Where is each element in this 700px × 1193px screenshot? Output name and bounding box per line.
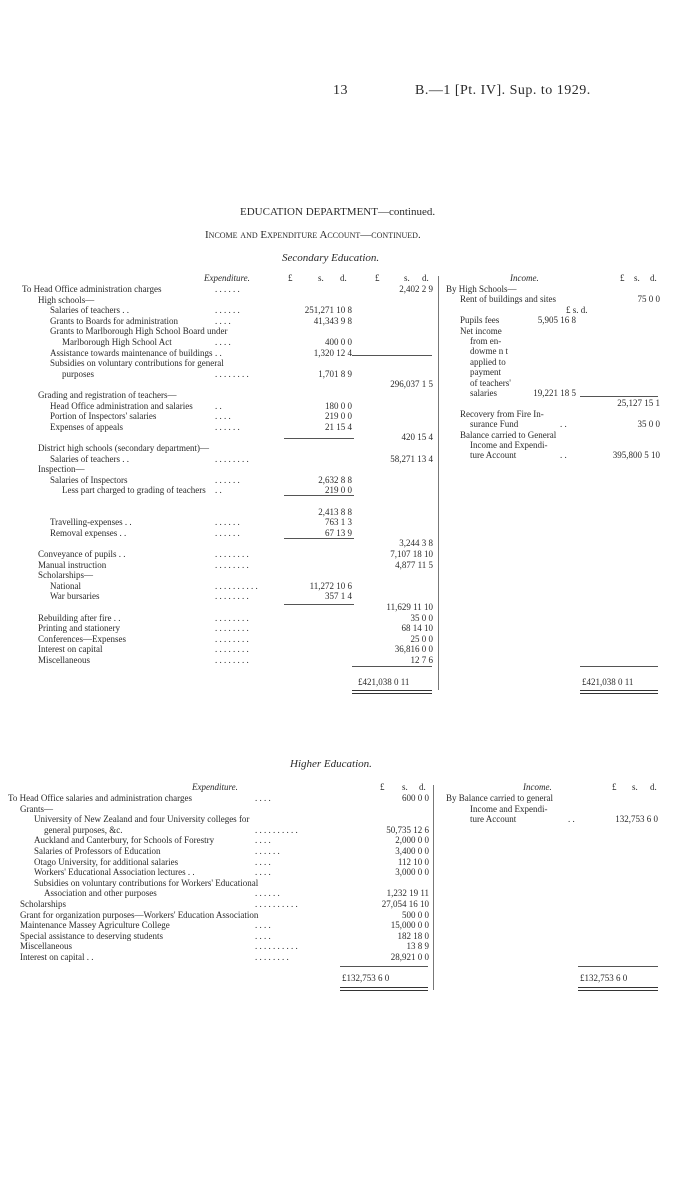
ledger-amount-total: 4,877 11 5 xyxy=(395,559,433,570)
ledger-amount-total: 27,054 16 10 xyxy=(381,899,429,909)
ledger-line-label: Grants— xyxy=(20,803,53,814)
ledger-line-label: Income and Expendi- xyxy=(470,440,548,450)
ledger-line-label: National xyxy=(50,580,81,591)
ledger-line-label: Marlborough High School Act xyxy=(62,337,172,347)
ledger-line-label: Scholarships— xyxy=(38,570,93,581)
ledger-amount-inner: 5,905 16 8 xyxy=(537,315,576,326)
ledger-amount-total: 500 0 0 xyxy=(402,909,429,920)
ledger-line-label: dowme n t xyxy=(470,346,508,357)
department-title: EDUCATION DEPARTMENT—continued. xyxy=(240,206,436,218)
ledger-line-label: general purposes, &c. xyxy=(44,824,123,835)
ledger-leader-dots: . . . . xyxy=(255,835,271,846)
ledger-line-label: Head Office administration and salaries xyxy=(50,400,193,411)
ledger-leader-dots: . . . . . . xyxy=(215,284,240,294)
secondary-inc-pound: £ xyxy=(620,273,625,283)
ledger-amount-inner: 1,701 8 9 xyxy=(318,368,352,379)
higher-income-total: £132,753 6 0 xyxy=(580,973,628,983)
ledger-line-label: Recovery from Fire In- xyxy=(460,408,544,419)
ledger-line-label: from en- xyxy=(470,336,502,346)
ledger-line-label: Subsidies on voluntary contributions for general xyxy=(50,358,224,369)
ledger-line-label: Maintenance Massey Agriculture College xyxy=(20,920,170,931)
ledger-line-label: Manual instruction xyxy=(38,559,107,570)
ledger-leader-dots: . . xyxy=(215,400,222,411)
ledger-amount-total: 13 8 9 xyxy=(406,941,429,952)
ledger-leader-dots: . . . . . . . . xyxy=(215,549,249,559)
ledger-amount-inner: 19,221 18 5 xyxy=(533,388,576,398)
ledger-amount-total: 2,000 0 0 xyxy=(395,835,429,846)
ledger-amount-total: 58,271 13 4 xyxy=(390,453,433,464)
ledger-amount-inner: 67 13 9 xyxy=(325,527,352,538)
secondary-expenditure-heading: Expenditure. xyxy=(204,273,250,283)
higher-inc-s: s. xyxy=(632,782,638,792)
ledger-line-label: ture Account xyxy=(470,814,517,825)
higher-exp-s: s. xyxy=(402,782,408,792)
ledger-line-label: Pupils fees xyxy=(460,315,500,326)
ledger-amount-total: 112 10 0 xyxy=(397,856,429,867)
ledger-amount-total: 1,232 19 11 xyxy=(386,888,429,899)
ledger-line-label: Scholarships xyxy=(20,899,66,909)
ledger-leader-dots: . . . . . . . . xyxy=(215,644,249,655)
ledger-amount-total: 75 0 0 xyxy=(637,294,660,305)
secondary-expenditure-total: £421,038 0 11 xyxy=(358,677,410,687)
ledger-leader-dots: . . . . xyxy=(255,867,271,878)
ledger-amount-inner: 1,320 12 4 xyxy=(313,347,352,358)
ledger-amount-total: 35 0 0 xyxy=(637,419,660,430)
ledger-line-label: Assistance towards maintenance of buildings xyxy=(50,347,213,358)
higher-inc-d: d. xyxy=(650,782,657,792)
ledger-leader-dots: . . xyxy=(560,419,567,430)
ledger-line-label: £ s. d. xyxy=(566,304,588,315)
ledger-line-label: To Head Office salaries and administration charges xyxy=(8,793,192,803)
ledger-amount-inner: 41,343 9 8 xyxy=(313,315,352,326)
ledger-leader-dots: . . . . . . . . xyxy=(215,633,249,644)
ledger-line-label: War bursaries xyxy=(50,591,100,602)
page-reference: B.—1 [Pt. IV]. Sup. to 1929. xyxy=(415,83,591,98)
ledger-leader-dots: . . . . . . . . xyxy=(215,559,249,570)
ledger-leader-dots: . . xyxy=(560,450,567,461)
ledger-leader-dots: . . . . xyxy=(215,337,231,347)
higher-exp-pound: £ xyxy=(380,782,385,792)
ledger-line-label: Grant for organization purposes—Workers' Education Association xyxy=(20,909,259,920)
ledger-leader-dots: . . . . . . xyxy=(215,421,240,432)
ledger-line-label: Workers' Educational Association lectures . . xyxy=(34,867,195,878)
ledger-leader-dots: . . . . xyxy=(255,856,271,867)
ledger-amount-total: 50,735 12 6 xyxy=(386,824,429,835)
ledger-amount-inner: 2,632 8 8 xyxy=(318,474,352,485)
secondary-section-title: Secondary Education. xyxy=(282,252,380,264)
ledger-line-label: Miscellaneous xyxy=(20,941,72,952)
ledger-amount-inner: 219 0 0 xyxy=(325,411,352,422)
ledger-line-label: To Head Office administration charges xyxy=(22,284,162,294)
ledger-amount-inner: 251,271 10 8 xyxy=(304,305,352,316)
ledger-leader-dots: . . xyxy=(568,814,575,825)
secondary-exp-c1-s: s. xyxy=(318,273,324,283)
secondary-exp-c2-d: d. xyxy=(422,273,429,283)
ledger-line-label: Conferences—Expenses xyxy=(38,633,126,644)
ledger-amount-total: 68 14 10 xyxy=(401,623,433,634)
higher-inc-pound: £ xyxy=(612,782,617,792)
ledger-amount-inner: 2,413 8 8 xyxy=(318,506,352,517)
ledger-line-label: District high schools (secondary department)— xyxy=(38,443,209,453)
account-title: Income and Expenditure Account—continued. xyxy=(205,229,421,241)
ledger-leader-dots: . . xyxy=(215,347,222,358)
ledger-line-label: Salaries of Inspectors xyxy=(50,474,128,485)
ledger-leader-dots: . . . . . . . . . . xyxy=(215,580,258,591)
ledger-line-label: surance Fund xyxy=(470,419,519,430)
ledger-line-label: Interest on capital . . xyxy=(20,952,94,962)
ledger-amount-total: 600 0 0 xyxy=(402,793,429,803)
ledger-line-label: University of New Zealand and four University colleges for xyxy=(34,814,250,825)
ledger-line-label: Interest on capital xyxy=(38,644,103,655)
higher-exp-d: d. xyxy=(419,782,426,792)
ledger-line-label: High schools— xyxy=(38,294,95,305)
ledger-leader-dots: . . . . xyxy=(215,411,231,422)
ledger-amount-total: 132,753 6 0 xyxy=(615,814,658,825)
ledger-amount-total: 182 18 0 xyxy=(397,930,429,941)
ledger-leader-dots: . . . . . . . . xyxy=(255,952,289,962)
ledger-amount-total: 25 0 0 xyxy=(410,633,433,644)
ledger-line-label: Expenses of appeals xyxy=(50,421,123,432)
ledger-leader-dots: . . . . . . . . xyxy=(215,655,249,665)
ledger-amount-total: 2,402 2 9 xyxy=(399,284,433,294)
ledger-line-label: salaries xyxy=(470,388,497,398)
ledger-line-label: of teachers' xyxy=(470,377,511,388)
ledger-leader-dots: . . . . xyxy=(215,315,231,326)
ledger-amount-total: 296,037 1 5 xyxy=(390,379,433,390)
ledger-line-label: Printing and stationery xyxy=(38,623,120,634)
ledger-leader-dots: . . . . . . . . . . xyxy=(255,899,298,909)
ledger-leader-dots: . . . . . . . . xyxy=(215,612,249,623)
ledger-leader-dots: . . . . . . xyxy=(215,474,240,485)
ledger-amount-inner: 21 15 4 xyxy=(325,421,352,432)
ledger-line-label: Less part charged to grading of teachers xyxy=(62,485,206,496)
higher-expenditure-total: £132,753 6 0 xyxy=(342,973,390,983)
ledger-line-label: Travelling-expenses . . xyxy=(50,517,132,528)
ledger-line-label: Inspection— xyxy=(38,464,85,475)
ledger-line-label: Grants to Marlborough High School Board under xyxy=(50,326,228,337)
ledger-line-label: Net income xyxy=(460,325,502,336)
ledger-line-label: Otago University, for additional salaries xyxy=(34,856,179,867)
higher-expenditure-heading: Expenditure. xyxy=(192,782,238,792)
secondary-income-total: £421,038 0 11 xyxy=(582,677,634,687)
ledger-leader-dots: . . . . . . xyxy=(255,846,280,856)
ledger-leader-dots: . . . . . . xyxy=(255,888,280,899)
secondary-exp-c1-d: d. xyxy=(340,273,347,283)
ledger-amount-total: 28,921 0 0 xyxy=(390,952,429,962)
higher-income-heading: Income. xyxy=(523,782,552,792)
ledger-leader-dots: . . . . xyxy=(255,920,271,931)
ledger-line-label: purposes xyxy=(62,368,94,379)
ledger-leader-dots: . . xyxy=(215,485,222,496)
page-number: 13 xyxy=(333,83,348,98)
ledger-line-label: Portion of Inspectors' salaries xyxy=(50,411,157,422)
ledger-amount-inner: 180 0 0 xyxy=(325,400,352,411)
ledger-line-label: Salaries of teachers . . xyxy=(50,305,129,316)
ledger-line-label: Salaries of teachers . . xyxy=(50,453,129,464)
ledger-line-label: ture Account xyxy=(470,450,517,461)
secondary-inc-s: s. xyxy=(634,273,640,283)
secondary-exp-c2-s: s. xyxy=(404,273,410,283)
ledger-line-label: payment xyxy=(470,367,501,378)
ledger-leader-dots: . . . . xyxy=(255,793,271,803)
ledger-amount-total: 35 0 0 xyxy=(410,612,433,623)
ledger-line-label: By High Schools— xyxy=(446,284,517,294)
ledger-line-label: Grants to Boards for administration xyxy=(50,315,178,326)
ledger-amount-total: 15,000 0 0 xyxy=(390,920,429,931)
ledger-amount-total: 395,800 5 10 xyxy=(612,450,660,461)
ledger-leader-dots: . . . . . . xyxy=(215,305,240,316)
ledger-leader-dots: . . . . . . xyxy=(215,527,240,538)
ledger-leader-dots: . . . . . . . . . . xyxy=(255,824,298,835)
ledger-line-label: Rent of buildings and sites xyxy=(460,294,556,305)
ledger-amount-total: 7,107 18 10 xyxy=(390,549,433,559)
secondary-exp-c1-pound: £ xyxy=(288,273,293,283)
ledger-leader-dots: . . . . . . xyxy=(215,517,240,528)
ledger-leader-dots: . . . . . . . . xyxy=(215,623,249,634)
ledger-line-label: Conveyance of pupils . . xyxy=(38,549,126,559)
ledger-amount-total: 3,000 0 0 xyxy=(395,867,429,878)
ledger-line-label: Miscellaneous xyxy=(38,655,90,665)
ledger-line-label: Subsidies on voluntary contributions for Workers' Educational xyxy=(34,877,259,888)
secondary-inc-d: d. xyxy=(650,273,657,283)
ledger-amount-total: 12 7 6 xyxy=(410,655,433,665)
ledger-line-label: Rebuilding after fire . . xyxy=(38,612,121,623)
ledger-line-label: Removal expenses . . xyxy=(50,527,127,538)
ledger-line-label: Association and other purposes xyxy=(44,888,157,899)
ledger-leader-dots: . . . . . . . . . . xyxy=(255,941,298,952)
ledger-line-label: Income and Expendi- xyxy=(470,803,548,814)
ledger-amount-inner: 357 1 4 xyxy=(325,591,352,602)
ledger-line-label: Salaries of Professors of Education xyxy=(34,846,161,856)
ledger-amount-total: 420 15 4 xyxy=(401,432,433,443)
ledger-amount-total: 11,629 11 10 xyxy=(386,602,433,612)
ledger-amount-inner: 11,272 10 6 xyxy=(309,580,352,591)
secondary-exp-c2-pound: £ xyxy=(375,273,380,283)
ledger-amount-total: 3,244 3 8 xyxy=(399,538,433,549)
ledger-line-label: Special assistance to deserving students xyxy=(20,930,163,941)
ledger-leader-dots: . . . . . . . . xyxy=(215,368,249,379)
ledger-amount-inner: 763 1 3 xyxy=(325,517,352,528)
secondary-income-heading: Income. xyxy=(510,273,539,283)
ledger-amount-total: 36,816 0 0 xyxy=(394,644,433,655)
higher-section-title: Higher Education. xyxy=(290,758,372,770)
ledger-line-label: Balance carried to General xyxy=(460,429,557,440)
ledger-leader-dots: . . . . xyxy=(255,930,271,941)
ledger-amount-total: 25,127 15 1 xyxy=(617,398,660,409)
ledger-line-label: Auckland and Canterbury, for Schools of Forestry xyxy=(34,835,215,846)
ledger-line-label: By Balance carried to general xyxy=(446,793,553,803)
ledger-line-label: Grading and registration of teachers— xyxy=(38,390,177,400)
ledger-amount-inner: 400 0 0 xyxy=(325,337,352,347)
ledger-amount-inner: 219 0 0 xyxy=(325,485,352,496)
ledger-leader-dots: . . . . . . . . xyxy=(215,453,249,464)
ledger-line-label: applied to xyxy=(470,356,506,367)
ledger-leader-dots: . . . . . . . . xyxy=(215,591,249,602)
ledger-amount-total: 3,400 0 0 xyxy=(395,846,429,856)
